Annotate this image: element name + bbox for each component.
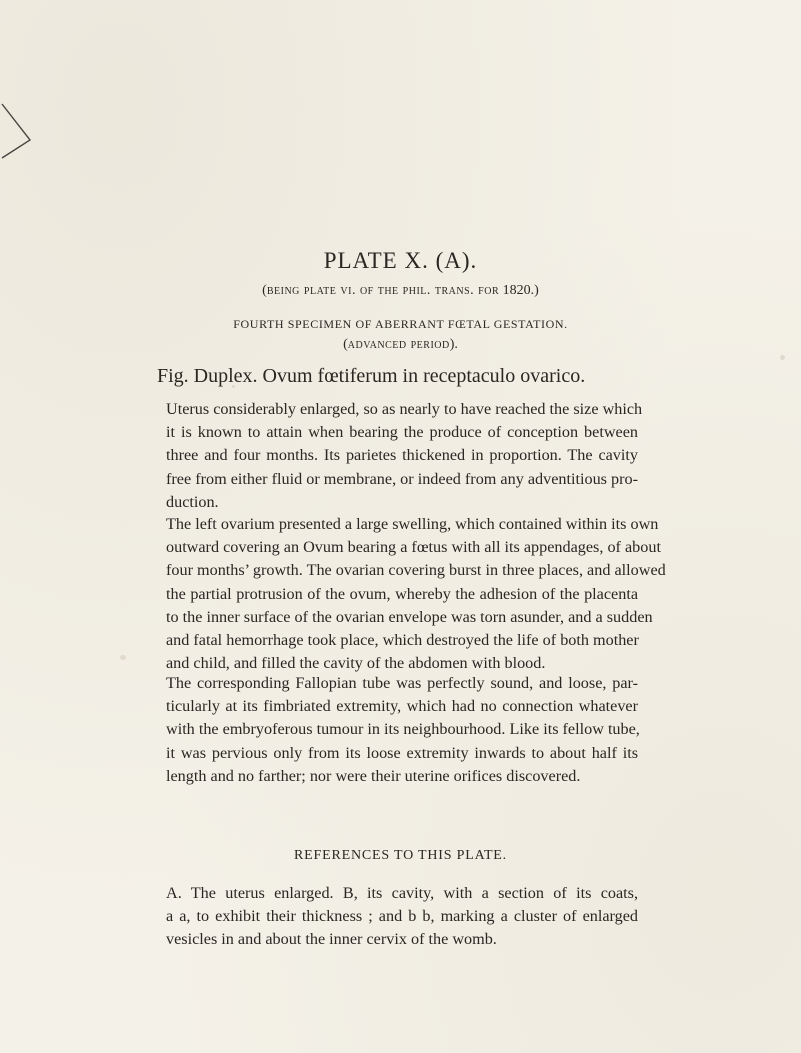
plate-title: PLATE X. (A).: [323, 248, 478, 273]
text-line: ticularly at its fimbriated extremity, which had no connection whatever: [166, 697, 638, 716]
figure-heading: Fig. Duplex. Ovum fœtiferum in receptaculo ovarico.: [157, 365, 586, 387]
subtitle-open-paren: (: [262, 283, 267, 298]
text-line: a a, to exhibit their thickness ; and b b, marking a cluster of enlarged: [166, 907, 638, 926]
paper-spot: [120, 655, 126, 660]
references-heading: REFERENCES TO THIS PLATE.: [294, 848, 507, 863]
text-line: Uterus considerably enlarged, so as nearly to have reached the size which: [166, 400, 643, 418]
paragraph-fallopian: [166, 672, 638, 788]
text-line: three and four months. Its parietes thickened in proportion. The cavity: [166, 446, 638, 465]
text-line: The left ovarium presented a large swelling, which contained within its own: [166, 515, 659, 533]
paper-spot: [780, 355, 785, 360]
text-line: and child, and filled the cavity of the abdomen with blood.: [166, 654, 546, 673]
text-line: A. The uterus enlarged. B, its cavity, with a section of its coats,: [166, 884, 638, 902]
text-line: The corresponding Fallopian tube was perfectly sound, and loose, par-: [166, 674, 638, 692]
text-line: outward covering an Ovum bearing a fœtus with all its appendages, of about: [166, 538, 661, 557]
specimen-line: FOURTH SPECIMEN OF ABERRANT FŒTAL GESTATION.: [233, 317, 568, 331]
page-edge-mark: [0, 100, 40, 160]
period-line: [0, 337, 801, 353]
paragraph-ovarium: [166, 513, 666, 675]
period-close-paren: ).: [449, 337, 458, 352]
text-line: the partial protrusion of the ovum, whereby the adhesion of the placenta: [166, 584, 638, 603]
text-line: four months’ growth. The ovarian covering burst in three places, and allowed: [166, 561, 666, 580]
paragraph-uterus: [166, 398, 643, 514]
text-line: free from either fluid or membrane, or indeed from any adventitious pro-: [166, 469, 638, 488]
text-line: it is known to attain when bearing the produce of conception between: [166, 423, 638, 442]
period-text: advanced period: [347, 337, 450, 352]
text-line: and fatal hemorrhage took place, which destroyed the life of both mother: [166, 630, 639, 649]
subtitle-year: 1820.: [502, 283, 535, 298]
references-paragraph: [166, 882, 638, 952]
subtitle-source: being plate vi. of the phil. trans. for: [266, 283, 500, 298]
text-line: duction.: [166, 492, 219, 511]
text-line: it was pervious only from its loose extremity inwards to about half its: [166, 743, 638, 762]
plate-subtitle: [0, 283, 801, 299]
text-line: length and no farther; nor were their uterine orifices discovered.: [166, 766, 581, 785]
text-line: to the inner surface of the ovarian envelope was torn asunder, and a sudden: [166, 607, 653, 626]
period-open-paren: (: [343, 337, 348, 352]
subtitle-close-paren: ): [534, 283, 539, 298]
text-line: with the embryoferous tumour in its neighbourhood. Like its fellow tube,: [166, 720, 640, 739]
text-line: vesicles in and about the inner cervix of the womb.: [166, 930, 497, 949]
